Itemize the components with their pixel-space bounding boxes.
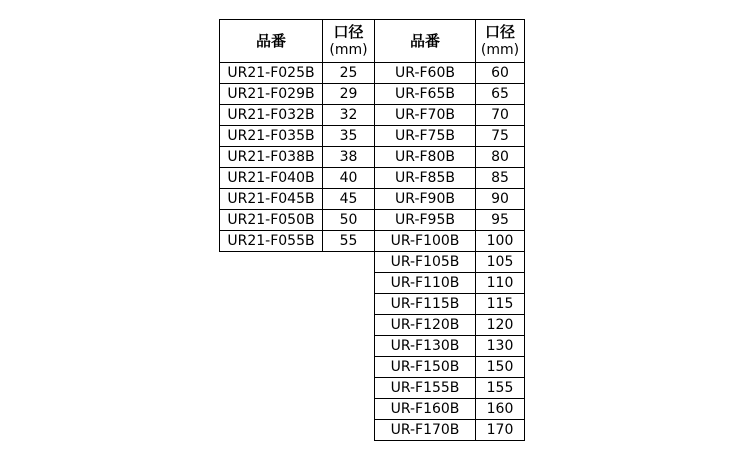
part-number-cell: UR-F90B [374,188,476,210]
part-number-cell: UR-F170B [374,419,476,441]
diameter-cell: 29 [322,83,375,105]
diameter-cell: 150 [475,356,525,378]
part-number-cell: UR-F120B [374,314,476,336]
right-diameter-header [475,19,525,63]
part-number-cell: UR-F115B [374,293,476,315]
part-number-cell: UR21-F029B [219,83,323,105]
part-number-cell: UR-F155B [374,377,476,399]
part-number-cell: UR-F160B [374,398,476,420]
diameter-label: 口径 [333,23,364,41]
part-number-cell: UR-F100B [374,230,476,252]
diameter-cell: 35 [322,125,375,147]
part-number-label: 品番 [409,31,440,50]
part-number-cell: UR21-F050B [219,209,323,231]
diameter-cell: 55 [322,230,375,252]
diameter-cell: 32 [322,104,375,126]
diameter-cell: 65 [475,83,525,105]
left-part-number-header [219,19,323,63]
diameter-cell: 38 [322,146,375,168]
part-number-cell: UR-F95B [374,209,476,231]
diameter-unit: (mm) [329,42,368,58]
diameter-cell: 170 [475,419,525,441]
diameter-cell: 25 [322,62,375,84]
diameter-cell: 85 [475,167,525,189]
part-number-cell: UR21-F025B [219,62,323,84]
part-number-cell: UR21-F040B [219,167,323,189]
diameter-cell: 50 [322,209,375,231]
part-number-cell: UR-F80B [374,146,476,168]
diameter-cell: 60 [475,62,525,84]
diameter-cell: 95 [475,209,525,231]
part-number-cell: UR-F110B [374,272,476,294]
part-number-cell: UR-F105B [374,251,476,273]
diameter-cell: 120 [475,314,525,336]
part-number-label: 品番 [255,31,286,50]
diameter-cell: 80 [475,146,525,168]
part-number-cell: UR21-F045B [219,188,323,210]
diameter-cell: 105 [475,251,525,273]
product-size-table [219,19,525,442]
diameter-cell: 45 [322,188,375,210]
diameter-cell: 110 [475,272,525,294]
part-number-cell: UR-F75B [374,125,476,147]
diameter-cell: 70 [475,104,525,126]
diameter-unit: (mm) [480,42,520,58]
diameter-cell: 90 [475,188,525,210]
part-number-cell: UR21-F038B [219,146,323,168]
part-number-cell: UR-F70B [374,104,476,126]
part-number-cell: UR-F65B [374,83,476,105]
part-number-cell: UR21-F055B [219,230,323,252]
part-number-cell: UR-F60B [374,62,476,84]
diameter-cell: 100 [475,230,525,252]
diameter-label: 口径 [484,23,515,41]
diameter-cell: 75 [475,125,525,147]
part-number-cell: UR-F150B [374,356,476,378]
right-part-number-header [374,19,476,63]
diameter-cell: 130 [475,335,525,357]
diameter-cell: 160 [475,398,525,420]
part-number-cell: UR-F130B [374,335,476,357]
part-number-cell: UR-F85B [374,167,476,189]
diameter-cell: 115 [475,293,525,315]
part-number-cell: UR21-F032B [219,104,323,126]
diameter-cell: 40 [322,167,375,189]
diameter-cell: 155 [475,377,525,399]
part-number-cell: UR21-F035B [219,125,323,147]
left-diameter-header [322,19,375,63]
